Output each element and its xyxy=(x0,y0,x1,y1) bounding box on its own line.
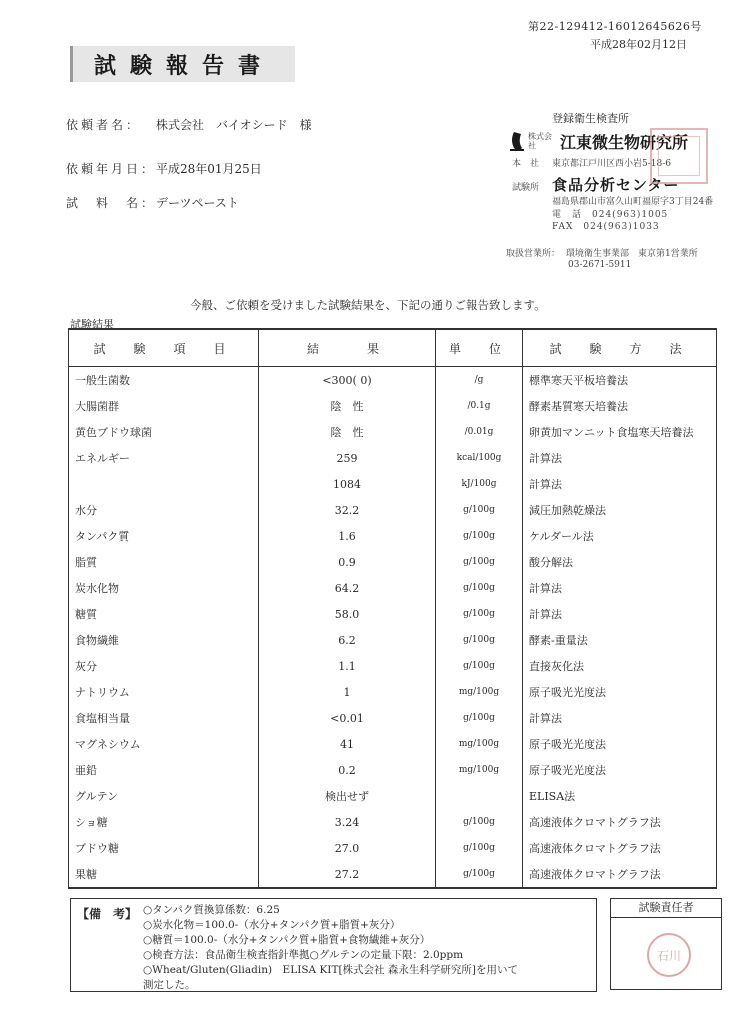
cell-unit: g/100g xyxy=(436,861,523,888)
cell-result: 259 xyxy=(259,445,436,471)
remark-line: ○糖質＝100.0-（水分+タンパク質+脂質+食物繊維+灰分） xyxy=(143,934,431,946)
cell-result: <300( 0) xyxy=(259,367,436,394)
header-unit: 単 位 xyxy=(436,329,523,367)
table-row xyxy=(69,367,717,394)
cell-item: ナトリウム xyxy=(69,679,259,705)
cell-method: 高速液体クロマトグラフ法 xyxy=(523,809,717,835)
cell-result: 27.0 xyxy=(259,835,436,861)
cell-unit: g/100g xyxy=(436,705,523,731)
results-table xyxy=(68,328,717,889)
cell-method: 計算法 xyxy=(523,445,717,471)
cell-result: 58.0 xyxy=(259,601,436,627)
cell-result: 41 xyxy=(259,731,436,757)
hq-address: 東京都江戸川区西小岩5-18-6 xyxy=(552,159,671,169)
table-row xyxy=(69,445,717,471)
client-value: 株式会社 バイオシード 様 xyxy=(156,118,312,132)
responsible-label: 試験責任者 xyxy=(611,899,721,918)
office-name: 環境衛生事業部 東京第1営業所 xyxy=(566,249,698,259)
cell-method: 卵黄加マンニット食塩寒天培養法 xyxy=(523,419,717,445)
section-label: 試験結果 xyxy=(70,318,114,331)
table-row xyxy=(69,497,717,523)
table-row xyxy=(69,601,717,627)
cell-unit: g/100g xyxy=(436,549,523,575)
cell-result: 0.9 xyxy=(259,549,436,575)
table-row xyxy=(69,809,717,835)
lab-tel: 電 話 024(963)1005 xyxy=(552,210,669,220)
table-row xyxy=(69,653,717,679)
cell-result: 検出せず xyxy=(259,783,436,809)
remarks-box xyxy=(70,898,597,992)
cell-unit xyxy=(436,783,523,809)
company-prefix: 株式会社 xyxy=(528,132,552,150)
cell-item: ショ糖 xyxy=(69,809,259,835)
cell-method: 計算法 xyxy=(523,471,717,497)
cell-item: 大腸菌群 xyxy=(69,393,259,419)
cell-method: 酵素基質寒天培養法 xyxy=(523,393,717,419)
cell-result: 陰 性 xyxy=(259,393,436,419)
cell-unit: g/100g xyxy=(436,809,523,835)
company-seal-stamp xyxy=(650,128,708,184)
cell-result: 陰 性 xyxy=(259,419,436,445)
cell-item: ブドウ糖 xyxy=(69,835,259,861)
cell-unit: /0.01g xyxy=(436,419,523,445)
table-row xyxy=(69,757,717,783)
remark-line: 測定した。 xyxy=(143,979,196,991)
cell-unit: kcal/100g xyxy=(436,445,523,471)
table-body xyxy=(69,367,717,889)
cell-result: <0.01 xyxy=(259,705,436,731)
cell-method: 標準寒天平板培養法 xyxy=(523,367,717,394)
center-address: 福島県郡山市富久山町福原字3丁目24番 xyxy=(552,197,714,207)
cell-unit: g/100g xyxy=(436,653,523,679)
table-row xyxy=(69,861,717,888)
cell-result: 1 xyxy=(259,679,436,705)
cell-unit: g/100g xyxy=(436,497,523,523)
cell-unit: mg/100g xyxy=(436,757,523,783)
remark-line: ○タンパク質換算係数：6.25 xyxy=(143,904,280,916)
cell-method: 計算法 xyxy=(523,601,717,627)
table-row xyxy=(69,575,717,601)
cell-method: 酸分解法 xyxy=(523,549,717,575)
table-row xyxy=(69,627,717,653)
remark-line: ○検査方法：食品衛生検査指針準拠○グルテンの定量下限：2.0ppm xyxy=(143,949,464,961)
test-site-label: 試験所 xyxy=(512,183,540,193)
cell-result: 0.2 xyxy=(259,757,436,783)
cell-method: 高速液体クロマトグラフ法 xyxy=(523,835,717,861)
cell-item: 一般生菌数 xyxy=(69,367,259,394)
cell-result: 6.2 xyxy=(259,627,436,653)
cell-method: 原子吸光光度法 xyxy=(523,679,717,705)
issue-date: 平成28年02月12日 xyxy=(590,38,687,51)
cell-item: 灰分 xyxy=(69,653,259,679)
office-label: 取扱営業所： xyxy=(506,249,561,259)
cell-item: エネルギー xyxy=(69,445,259,471)
hq-label: 本 社 xyxy=(512,159,540,169)
cell-unit: mg/100g xyxy=(436,679,523,705)
cell-unit: g/100g xyxy=(436,601,523,627)
cell-unit: g/100g xyxy=(436,575,523,601)
document-number: 第22-129412-16012645626号 xyxy=(528,20,702,33)
cell-item: マグネシウム xyxy=(69,731,259,757)
cell-item: 食塩相当量 xyxy=(69,705,259,731)
table-row xyxy=(69,679,717,705)
request-date-label: 依頼年月日： xyxy=(66,162,157,176)
cell-method: 酵素-重量法 xyxy=(523,627,717,653)
table-row xyxy=(69,783,717,809)
lab-fax: FAX 024(963)1033 xyxy=(552,222,660,232)
cell-item: 果糖 xyxy=(69,861,259,888)
cell-unit: /0.1g xyxy=(436,393,523,419)
lab-name: 江東微生物研究所 xyxy=(560,133,689,152)
cell-result: 1.1 xyxy=(259,653,436,679)
cell-method: 計算法 xyxy=(523,575,717,601)
cell-method: 減圧加熱乾燥法 xyxy=(523,497,717,523)
table-row xyxy=(69,835,717,861)
office-tel: 03-2671-5911 xyxy=(568,260,632,270)
cell-result: 3.24 xyxy=(259,809,436,835)
remarks-lines xyxy=(143,903,518,993)
client-label: 依頼者名： xyxy=(66,118,142,132)
cell-item: 炭水化物 xyxy=(69,575,259,601)
remark-line: ○Wheat/Gluten(Gliadin) ELISA KIT[株式会社 森永生科学研究所]を用いて xyxy=(143,964,518,976)
cell-unit: kJ/100g xyxy=(436,471,523,497)
cell-unit: g/100g xyxy=(436,523,523,549)
responsible-box xyxy=(610,898,722,990)
responsible-seal-stamp xyxy=(647,933,691,977)
title-banner xyxy=(70,46,295,82)
remark-line: ○炭水化物＝100.0-（水分+タンパク質+脂質+灰分） xyxy=(143,919,401,931)
cell-item: グルテン xyxy=(69,783,259,809)
sample-label: 試 料 名： xyxy=(66,196,157,210)
cell-item: 黄色ブドウ球菌 xyxy=(69,419,259,445)
cell-method: 高速液体クロマトグラフ法 xyxy=(523,861,717,888)
cell-method: 原子吸光光度法 xyxy=(523,731,717,757)
intro-text: 今般、ご依頼を受けました試験結果を、下記の通りご報告致します。 xyxy=(190,298,546,312)
center-name: 食品分析センター xyxy=(552,176,680,194)
header-result: 結 果 xyxy=(259,329,436,367)
cell-item: 食物繊維 xyxy=(69,627,259,653)
cell-item: 脂質 xyxy=(69,549,259,575)
cell-result: 32.2 xyxy=(259,497,436,523)
table-row xyxy=(69,705,717,731)
cell-unit: g/100g xyxy=(436,835,523,861)
cell-item: 糖質 xyxy=(69,601,259,627)
cell-result: 1084 xyxy=(259,471,436,497)
cell-method: 原子吸光光度法 xyxy=(523,757,717,783)
cell-method: ケルダール法 xyxy=(523,523,717,549)
table-row xyxy=(69,523,717,549)
table-row xyxy=(69,393,717,419)
cell-item: タンパク質 xyxy=(69,523,259,549)
cell-unit: /g xyxy=(436,367,523,394)
cell-unit: g/100g xyxy=(436,627,523,653)
lab-registration: 登録衛生検査所 xyxy=(552,112,629,125)
table-row xyxy=(69,549,717,575)
page-title: 試験報告書 xyxy=(93,53,274,79)
seal-char: 石川 xyxy=(656,948,681,963)
request-date-value: 平成28年01月25日 xyxy=(156,162,262,176)
table-row xyxy=(69,471,717,497)
header-item: 試 験 項 目 xyxy=(69,329,259,367)
header-method: 試 験 方 法 xyxy=(523,329,717,367)
cell-method: ELISA法 xyxy=(523,783,717,809)
table-row xyxy=(69,731,717,757)
cell-item: 水分 xyxy=(69,497,259,523)
sample-value: デーツペースト xyxy=(156,196,239,210)
remarks-label: 【備 考】 xyxy=(77,907,138,921)
table-row xyxy=(69,419,717,445)
table-header-row xyxy=(69,329,717,367)
cell-result: 1.6 xyxy=(259,523,436,549)
cell-method: 直接灰化法 xyxy=(523,653,717,679)
cell-result: 27.2 xyxy=(259,861,436,888)
cell-result: 64.2 xyxy=(259,575,436,601)
cell-item xyxy=(69,471,259,497)
cell-item: 亜鉛 xyxy=(69,757,259,783)
cell-unit: mg/100g xyxy=(436,731,523,757)
cell-method: 計算法 xyxy=(523,705,717,731)
